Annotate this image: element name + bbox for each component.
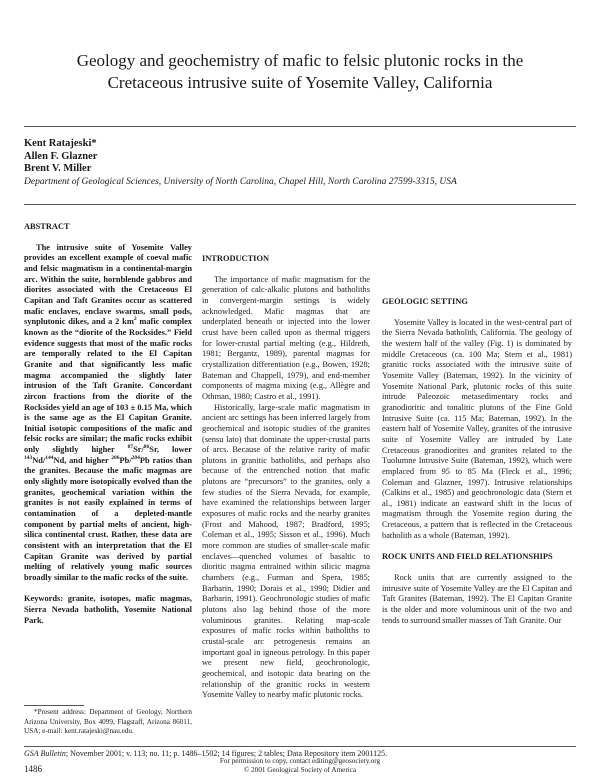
rock-units-paragraph: Rock units that are currently assigned to the intrusive suite of Yosemite Valley are the El Capitan and Taft Granites (Bateman, 1992). The El Capitan Granite is the older and more voluminous unit of the two and tends to surround smaller masses of Taft Granite. Our bbox=[382, 573, 572, 625]
intro-paragraph-2: Historically, large-scale mafic magmatism in ancient arc settings has been inferred largely from geochemical and isotopic studies of the granites (sensu lato) that dominate the upper-crustal parts of arcs. Because of the relative rarity of mafic plutons in granitic batholiths, and perhaps also because of the entrenched notion that mafic plutons are “precursors” to the granites, only a few studies of the Sierra Nevada, for example, have examined the relationships between larger exposures of mafic rocks and the nearby granites (Frost and Mahood, 1987; Bradford, 1995; Coleman et al., 1995; Sisson et al., 1996). Much more common are studies of smaller-scale mafic enclaves—quenched volumes of basaltic to dioritic magma entrained within silicic magma chambers (e.g., Furman and Spera, 1985; Barbarin, 1990; Dorais et al., 1990; Didier and Barbarin, 1991). Geochronologic studies of mafic plutons also lag behind those of the more voluminous granites. Relating map-scale exposures of mafic rocks within batholiths to crustal-scale arc petrogenesis remains an important goal in igneous petrology. In this paper we present new field, geochronologic, geochemical, and isotopic data bearing on the relationship of the granitic rocks in western Yosemite Valley to nearby mafic plutonic rocks. bbox=[202, 402, 370, 700]
introduction-heading: INTRODUCTION bbox=[202, 254, 270, 263]
column-1 bbox=[24, 222, 192, 626]
column-3 bbox=[382, 222, 572, 626]
title-line-1: Geology and geochemistry of mafic to felsic plutonic rocks in the bbox=[76, 51, 524, 70]
geologic-setting-heading: GEOLOGIC SETTING bbox=[382, 297, 468, 306]
bottom-rule bbox=[24, 746, 576, 747]
abstract-text: The intrusive suite of Yosemite Valley provides an excellent example of coeval mafic and felsic magmatism in a continental-margin arc. Within the suite, hornblende gabbros and diorites associated with the Cretaceous El Capitan and Taft Granites occur as scattered mafic enclaves, enclave swarms, small pods, synplutonic dikes, and a 2 $km^2$ mafic complex known as the “diorite of the Rocksides.” Field evidence suggests that most of the mafic rocks are temporally related to the El Capitan Granite and that significantly less mafic magma accompanied the slightly later intrusion of the Taft Granite. Concordant zircon fractions from the diorite of the Rocksides yield an age of 103 ± 0.15 Ma, which is the same age as the El Capitan Granite. Initial isotopic compositions of the mafic and felsic rocks are similar; the mafic rocks exhibit only slightly higher $^{87}$Sr/$^{86}$Sr, lower $^{143}$Nd/$^{144}$Nd, and higher $^{206}$Pb/$^{204}$Pb ratios than the granites. Because the mafic magmas are only slightly more isotopically evolved than the granites, geochemical variation within the granites is not easily explained in terms of contamination of a depleted-mantle component by partial melts of ancient, high-silica continental crust. Rather, these data are consistent with an interpretation that the El Capitan Granite was derived by partial melting of relatively young mafic sources broadly similar to the mafic rocks of the suite. bbox=[24, 242, 192, 582]
geologic-setting-paragraph: Yosemite Valley is located in the west-central part of the Sierra Nevada batholith, California. The geology of the western half of the valley (Fig. 1) is dominated by middle Cretaceous (ca. 100 Ma; Stern et al., 1981) granitic rocks associated with the intrusive suite of Yosemite Valley (Bateman, 1992). In the vicinity of Yosemite National Park, plutonic rocks of this suite intrude Paleozoic metasedimentary rocks and granodioritic and tonalitic plutons of the Fine Gold Intrusive Suite (ca. 115 Ma; Bateman, 1992). In the eastern half of Yosemite Valley, granites of the intrusive suite of Yosemite Valley are intruded by Late Cretaceous granodiorites and granites related to the Tuolumne Intrusive Suite (Bateman, 1992), which were emplaced from 95 to 85 Ma (Fleck et al., 1996; Coleman and Glazner, 1997). Intrusive relationships (Calkins et al., 1985) and geochronologic data (Stern et al., 1981) indicate an eastward shift in the locus of magmatism through the Yosemite region during the Cretaceous, a pattern that is reflected in the Cretaceous batholith as a whole (Bateman, 1992). bbox=[382, 317, 572, 540]
keywords-label: Keywords: bbox=[24, 594, 64, 604]
affiliation: Department of Geological Sciences, University of North Carolina, Chapel Hill, North Carolina 27599-3315, USA bbox=[24, 176, 457, 187]
author-3: Brent V. Miller bbox=[24, 163, 92, 174]
rock-units-heading: ROCK UNITS AND FIELD RELATIONSHIPS bbox=[382, 552, 553, 562]
keywords bbox=[24, 594, 192, 626]
permission-notice bbox=[0, 757, 600, 775]
author-2: Allen F. Glazner bbox=[24, 150, 98, 162]
journal-name: GSA Bulletin bbox=[24, 749, 66, 758]
abstract-heading: ABSTRACT bbox=[24, 222, 70, 231]
top-rule bbox=[24, 126, 576, 127]
permission-line-1: For permission to copy, contact editing@geosociety.org bbox=[219, 757, 381, 765]
article-title bbox=[30, 50, 570, 94]
intro-paragraph-1: The importance of mafic magmatism for the generation of calc-alkalic plutons and batholiths in convergent-margin settings is widely acknowledged. Mafic magmas that are underplated beneath or injected into the lower crust have been called upon as thermal triggers for lower-crustal partial melting (e.g., Hildreth, 1981; Bergantz, 1989), parental magmas for crystallization differentiation (e.g., Bowen, 1928; Bateman and Chappell, 1979), and end-member components of magma mixing (e.g., Allègre and Othman, 1980; Castro et al., 1991). bbox=[202, 274, 370, 401]
copyright-line: © 2001 Geological Society of America bbox=[243, 766, 357, 774]
title-line-2: Cretaceous intrusive suite of Yosemite Valley, California bbox=[107, 73, 493, 92]
keywords-text: granite, isotopes, mafic magmas, Sierra Nevada batholith, Yosemite National Park. bbox=[24, 594, 192, 625]
footnote-rule bbox=[24, 705, 84, 706]
column-2 bbox=[202, 222, 370, 701]
header-rule bbox=[24, 204, 576, 205]
page-number: 1486 bbox=[24, 764, 42, 774]
citation-details: ; November 2001; v. 113; no. 11; p. 1486–1502; 14 figures; 2 tables; Data Repository item 2001125. bbox=[65, 749, 388, 758]
author-block bbox=[24, 138, 584, 189]
footnote: *Present address: Department of Geology, Northern Arizona University, Box 4099, Flagstaff, Arizona 86011, USA; e-mail: kent.ratajeski@nau.edu. bbox=[24, 708, 192, 735]
author-1: Kent Ratajeski* bbox=[24, 138, 97, 149]
